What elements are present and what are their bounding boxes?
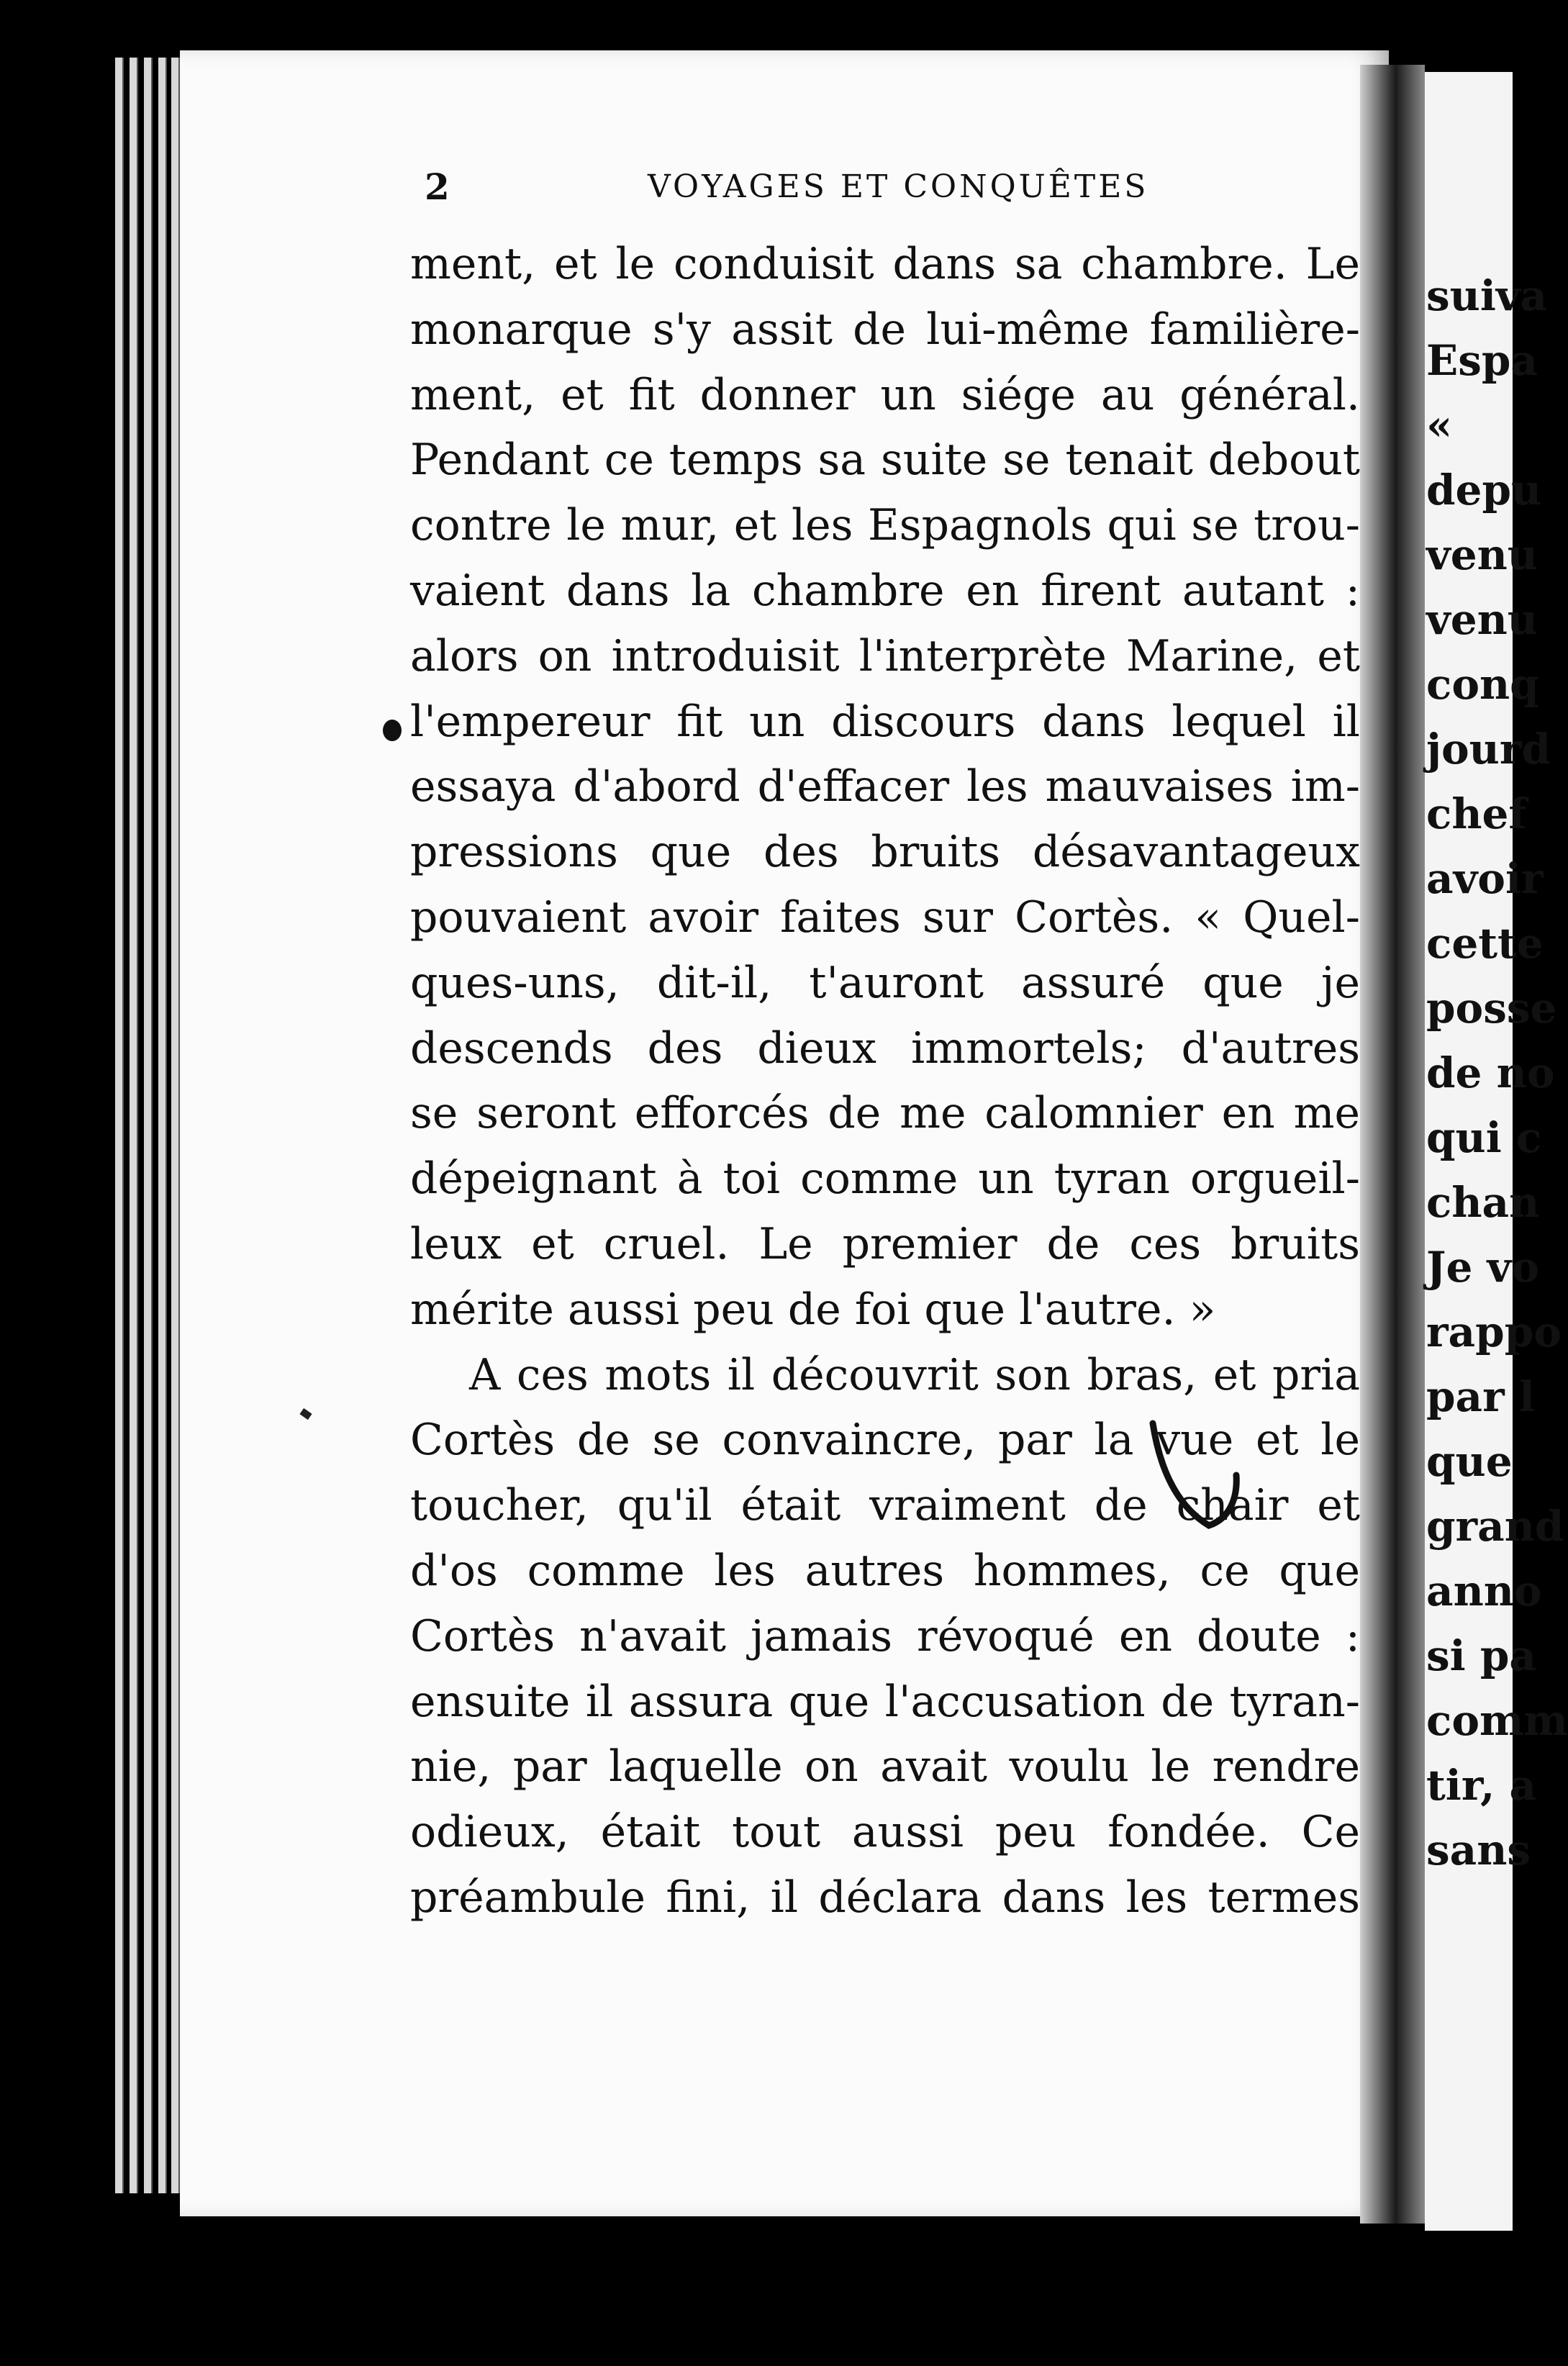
- ink-blot-mark: [383, 720, 402, 741]
- facing-fragment: chan: [1426, 1178, 1540, 1227]
- facing-fragment: «: [1426, 401, 1453, 450]
- facing-fragment: grand: [1426, 1502, 1564, 1551]
- text-line: pouvaient avoir faites sur Cortès. « Quel-: [410, 892, 1360, 943]
- facing-fragment: conq: [1426, 660, 1539, 709]
- text-line: pressions que des bruits désavantageux: [410, 827, 1360, 878]
- text-line: descends des dieux immortels; d'autres: [410, 1023, 1360, 1074]
- text-line: Cortès n'avait jamais révoqué en doute :: [410, 1610, 1360, 1662]
- text-line: se seront efforcés de me calomnier en me: [410, 1088, 1360, 1139]
- facing-fragment: que: [1426, 1437, 1513, 1486]
- facing-fragment: posse: [1426, 984, 1557, 1033]
- facing-fragment: depu: [1426, 466, 1542, 515]
- text-line: Cortès de se convaincre, par la vue et le: [410, 1415, 1360, 1466]
- page-edge: [171, 58, 180, 2193]
- page-header: [0, 166, 1513, 216]
- text-line: odieux, était tout aussi peu fondée. Ce: [410, 1807, 1360, 1858]
- text-line: Pendant ce temps sa suite se tenait debout: [410, 435, 1360, 486]
- facing-fragment: venu: [1426, 595, 1538, 644]
- facing-fragment: cette: [1426, 919, 1544, 968]
- text-line: nie, par laquelle on avait voulu le rendre: [410, 1741, 1360, 1792]
- page-edge: [115, 58, 124, 2193]
- facing-fragment: tir, a: [1426, 1761, 1537, 1810]
- facing-fragment: par l: [1426, 1372, 1535, 1421]
- running-title: VOYAGES ET CONQUÊTES: [648, 168, 1149, 205]
- facing-fragment: comm: [1426, 1696, 1568, 1745]
- facing-fragment: Je vo: [1426, 1243, 1539, 1292]
- facing-fragment: si pa: [1426, 1631, 1537, 1680]
- page-edge: [130, 58, 138, 2193]
- page-edge: [144, 58, 153, 2193]
- text-line: ensuite il assura que l'accusation de tyran-: [410, 1676, 1360, 1727]
- text-line: vaient dans la chambre en firent autant :: [410, 565, 1360, 616]
- page-edge: [158, 58, 167, 2193]
- facing-fragment: Espa: [1426, 336, 1538, 385]
- text-line: mérite aussi peu de foi que l'autre. »: [410, 1284, 1216, 1335]
- facing-fragment: suiva: [1426, 271, 1548, 320]
- facing-fragment: chef: [1426, 789, 1527, 838]
- text-line: A ces mots il découvrit son bras, et pria: [469, 1349, 1360, 1400]
- facing-fragment: qui c: [1426, 1113, 1542, 1162]
- book-gutter: [1360, 65, 1425, 2224]
- text-line: ment, et le conduisit dans sa chambre. Le: [410, 239, 1360, 289]
- facing-fragment: sans: [1426, 1826, 1531, 1875]
- text-line: contre le mur, et les Espagnols qui se trou-: [410, 500, 1360, 551]
- text-line: toucher, qu'il était vraiment de chair et: [410, 1480, 1360, 1531]
- body-text: [410, 232, 1360, 1931]
- facing-fragment: venu: [1426, 530, 1538, 579]
- facing-fragment: anno: [1426, 1567, 1542, 1615]
- text-line: monarque s'y assit de lui-même familière-: [410, 304, 1360, 355]
- facing-fragment: de no: [1426, 1048, 1555, 1097]
- page-number: 2: [425, 166, 450, 208]
- facing-fragment: rappo: [1426, 1307, 1562, 1356]
- text-line: d'os comme les autres hommes, ce que: [410, 1545, 1360, 1596]
- text-line: alors on introduisit l'interprète Marine, et: [410, 630, 1360, 681]
- handwritten-check-mark: [1144, 1418, 1252, 1540]
- facing-fragment: jourd: [1426, 725, 1551, 774]
- text-line: dépeignant à toi comme un tyran orgueil-: [410, 1153, 1360, 1205]
- facing-fragment: avoir: [1426, 854, 1544, 903]
- text-line: ment, et fit donner un siége au général.: [410, 369, 1360, 420]
- text-line: essaya d'abord d'effacer les mauvaises im-: [410, 761, 1360, 812]
- text-line: ques-uns, dit-il, t'auront assuré que je: [410, 957, 1360, 1008]
- text-line: l'empereur fit un discours dans lequel il: [410, 696, 1360, 747]
- facing-page: [1425, 72, 1568, 2231]
- text-line: préambule fini, il déclara dans les termes: [410, 1872, 1360, 1923]
- text-line: leux et cruel. Le premier de ces bruits: [410, 1218, 1360, 1269]
